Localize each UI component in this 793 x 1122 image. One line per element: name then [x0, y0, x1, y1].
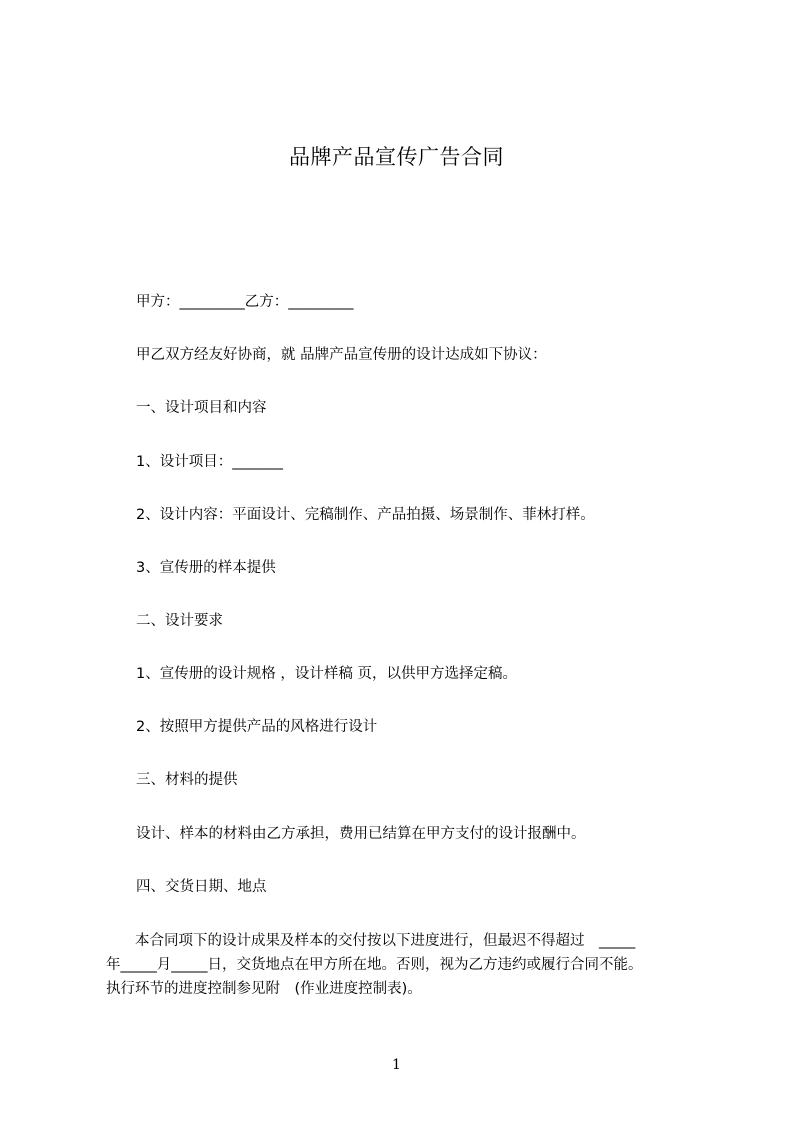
section-2-heading: 二、设计要求 [136, 613, 223, 629]
intro-line: 甲乙双方经友好协商，就 品牌产品宣传册的设计达成如下协议： [136, 347, 547, 363]
section-1-item-3: 3、宣传册的样本提供 [136, 560, 276, 576]
parties-line: 甲方：_________乙方：_________ [136, 294, 354, 310]
document-title: 品牌产品宣传广告合同 [289, 145, 504, 169]
delivery-line-3: 执行环节的进度控制参见附 (作业进度控制表)。 [106, 981, 422, 997]
section-1-heading: 一、设计项目和内容 [136, 400, 267, 416]
section-1-item-2: 2、设计内容：平面设计、完稿制作、产品拍摄、场景制作、菲林打样。 [136, 507, 595, 523]
section-3-text: 设计、样本的材料由乙方承担，费用已结算在甲方支付的设计报酬中。 [136, 826, 586, 842]
section-3-heading: 三、材料的提供 [136, 772, 238, 788]
delivery-paragraph [106, 929, 706, 1001]
page-number: 1 [392, 1057, 401, 1073]
delivery-line-1: 本合同项下的设计成果及样本的交付按以下进度进行，但最迟不得超过 _____ [106, 933, 636, 949]
section-1-item-1: 1、设计项目：_______ [136, 454, 283, 470]
section-4-heading: 四、交货日期、地点 [136, 879, 267, 895]
section-2-item-1: 1、宣传册的设计规格 ，设计样稿 页，以供甲方选择定稿。 [136, 666, 517, 682]
section-2-item-2: 2、按照甲方提供产品的风格进行设计 [136, 719, 378, 735]
delivery-line-2: 年_____月_____日，交货地点在甲方所在地。否则，视为乙方违约或履行合同不能。 [106, 957, 643, 973]
